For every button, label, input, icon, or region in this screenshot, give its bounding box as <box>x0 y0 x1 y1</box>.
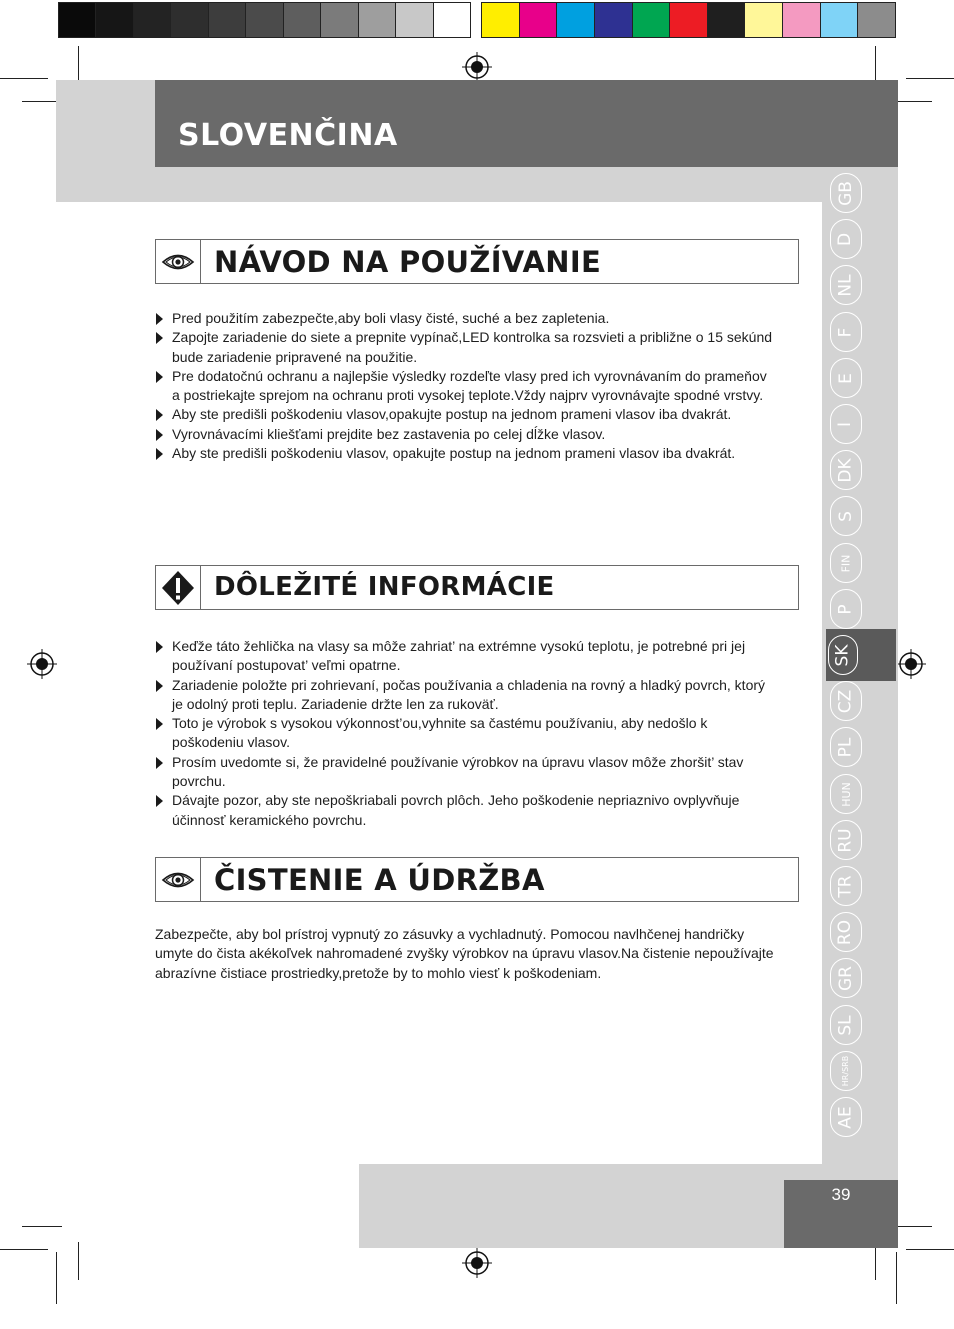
language-tab-hun[interactable] <box>830 774 862 814</box>
color-swatch <box>557 3 595 37</box>
language-tab-tr[interactable] <box>830 866 862 906</box>
language-tab-label: D <box>835 232 856 246</box>
bullet-arrow-icon <box>156 371 163 383</box>
language-tab-gr[interactable] <box>830 958 862 998</box>
language-tab-pl[interactable] <box>830 727 862 767</box>
warning-icon <box>156 566 201 609</box>
list-item-text: Pred použitím zabezpečte,aby boli vlasy čisté, suché a bez zapletenia. <box>172 310 610 326</box>
list-item-text: Pre dodatočnú ochranu a najlepšie výsledky rozdeľte vlasy pred ich vyrovnávaním do prameňov a postriekajte sprejom na ochranu proti vysokej teplote.Vždy najprv vyrovnávajte spodné vrstvy. <box>172 367 767 404</box>
language-tab-i[interactable] <box>830 404 862 444</box>
page-number: 39 <box>831 1185 851 1204</box>
crop-mark <box>892 1226 932 1227</box>
language-tab-label: HR/SRB <box>841 1055 850 1087</box>
registration-mark-icon <box>462 1248 492 1278</box>
bullet-arrow-icon <box>156 409 163 421</box>
language-tab-sk[interactable] <box>826 629 896 681</box>
crop-mark <box>56 1252 57 1304</box>
grayscale-swatches <box>58 2 471 38</box>
color-swatch <box>321 3 358 37</box>
section-header-usage <box>155 239 799 284</box>
language-tab-label: DK <box>835 457 856 483</box>
list-item-text: Zariadenie položte pri zohrievaní, počas používania a chladenia na rovný a hladký povrch, ktorý je odolný proti teplu. Zariadenie držte len za rukoväť. <box>172 676 766 712</box>
language-tab-label: AE <box>835 1105 856 1129</box>
color-swatch <box>821 3 859 37</box>
language-tab-ru[interactable] <box>830 820 862 860</box>
language-tab-sl[interactable] <box>830 1005 862 1045</box>
bullet-arrow-icon <box>156 641 163 653</box>
section-header-cleaning <box>155 857 799 902</box>
section-header-important <box>155 565 799 610</box>
important-list <box>155 637 775 830</box>
language-tab-dk[interactable] <box>830 450 862 490</box>
section-title: ČISTENIE A ÚDRŽBA <box>214 863 545 897</box>
list-item-text: Aby ste predišli poškodeniu vlasov, opakujte postup na jednom prameni vlasov iba dvakrát. <box>172 445 736 462</box>
language-tab-label: S <box>835 510 856 522</box>
list-item <box>155 791 775 830</box>
color-swatch <box>359 3 396 37</box>
eye-icon <box>156 858 201 901</box>
language-tab-f[interactable] <box>830 312 862 352</box>
bullet-arrow-icon <box>156 429 163 441</box>
list-item <box>155 676 775 715</box>
language-tab-label: P <box>835 603 856 615</box>
color-swatch <box>670 3 708 37</box>
list-item <box>155 309 775 328</box>
language-tab-label: E <box>835 372 856 384</box>
language-tab-label: F <box>835 327 856 337</box>
color-swatch <box>246 3 283 37</box>
list-item-text: Vyrovnávacími kliešťami prejdite bez zastavenia po celej dĺžke vlasov. <box>172 425 606 442</box>
bullet-arrow-icon <box>156 757 163 769</box>
bullet-arrow-icon <box>156 680 163 692</box>
crop-mark <box>0 78 48 79</box>
color-swatch <box>59 3 96 37</box>
language-tab-label: RU <box>835 827 856 853</box>
language-tab-label: I <box>835 421 856 427</box>
list-item-text: Dávajte pozor, aby ste nepoškriabali povrch plôch. Jeho poškodenie nepriaznivo ovplyvňuje účinnosť keramického povrchu. <box>172 792 740 828</box>
crop-mark <box>0 1249 48 1250</box>
language-tab-e[interactable] <box>830 358 862 398</box>
list-item-text: Aby ste predišli poškodeniu vlasov,opakujte postup na jednom prameni vlasov iba dvakrát. <box>172 406 732 423</box>
bullet-arrow-icon <box>156 718 163 730</box>
language-tab-nl[interactable] <box>830 265 862 305</box>
color-swatch <box>633 3 671 37</box>
language-tab-label: NL <box>835 273 856 297</box>
color-swatch <box>209 3 246 37</box>
color-swatch <box>134 3 171 37</box>
language-tab-label: SK <box>832 644 853 666</box>
list-item <box>155 328 775 367</box>
crop-mark <box>906 78 954 79</box>
list-item <box>155 637 775 676</box>
bullet-arrow-icon <box>156 313 163 325</box>
usage-list <box>155 309 775 463</box>
crop-mark <box>892 101 932 102</box>
crop-mark <box>896 1252 897 1304</box>
color-calibration-bar <box>58 2 896 38</box>
crop-mark <box>875 46 876 84</box>
list-item <box>155 425 775 444</box>
list-item-text: Zapojte zariadenie do siete a prepnite vypínač,LED kontrolka sa rozsvieti a približne o 15 sekúnd bude zariadenie pripravené na použitie. <box>172 329 773 365</box>
color-swatch <box>745 3 783 37</box>
language-tab-fin[interactable] <box>830 543 862 583</box>
language-tab-label: SL <box>835 1014 856 1036</box>
language-tab-label: CZ <box>835 689 856 713</box>
registration-mark-icon <box>27 649 57 679</box>
bullet-arrow-icon <box>156 795 163 807</box>
crop-mark <box>906 1249 954 1250</box>
list-item <box>155 367 775 406</box>
list-item <box>155 405 775 424</box>
language-tab-label: GB <box>835 180 856 206</box>
list-item-text: Toto je výrobok s vysokou výkonnost’ou,vyhnite sa častému používaniu, aby nedošlo k poškodeniu vlasov. <box>172 715 708 751</box>
color-swatch <box>171 3 208 37</box>
cleaning-text: Zabezpečte, aby bol prístroj vypnutý zo zásuvky a vychladnutý. Pomocou navlhčenej handričky umyte do čista akékoľvek nahromadené zvyšky výrobkov na úpravu vlasov.Na čistenie nepoužívajte abrazívne čistiace prostriedky,pretože by to mohlo viesť k poškodeniam. <box>155 926 774 981</box>
language-tab-p[interactable] <box>830 589 862 629</box>
color-swatch <box>783 3 821 37</box>
crop-mark <box>78 46 79 84</box>
language-tab-gb[interactable] <box>830 173 862 213</box>
bullet-arrow-icon <box>156 448 163 460</box>
color-swatch <box>595 3 633 37</box>
bullet-arrow-icon <box>156 332 163 344</box>
language-tab-hr-srb[interactable] <box>830 1051 862 1091</box>
registration-mark-icon <box>462 52 492 82</box>
color-swatches <box>481 2 896 38</box>
section-title: NÁVOD NA POUŽÍVANIE <box>214 245 602 279</box>
language-tab-label: GR <box>835 965 856 991</box>
list-item <box>155 753 775 792</box>
language-tab-d[interactable] <box>830 219 862 259</box>
crop-mark <box>22 1226 62 1227</box>
color-swatch <box>858 3 895 37</box>
color-swatch <box>434 3 470 37</box>
page-title: SLOVENČINA <box>178 118 398 153</box>
eye-icon <box>156 240 201 283</box>
language-tab-s[interactable] <box>830 496 862 536</box>
color-swatch <box>708 3 746 37</box>
language-tab-ae[interactable] <box>830 1097 862 1137</box>
language-tab-ro[interactable] <box>830 912 862 952</box>
list-item-text: Keďže táto žehlička na vlasy sa môže zahriat’ na extrémne vysokú teplotu, je potrebné pri jej používaní postupovat’ veľmi opatrne. <box>172 638 746 674</box>
section-title: DÔLEŽITÉ INFORMÁCIE <box>214 572 555 602</box>
language-tab-label: RO <box>835 919 856 945</box>
crop-mark <box>78 1242 79 1280</box>
language-tab-cz[interactable] <box>830 681 862 721</box>
color-swatch <box>284 3 321 37</box>
language-tab-label: PL <box>835 737 856 757</box>
registration-mark-icon <box>896 649 926 679</box>
color-swatch <box>520 3 558 37</box>
language-tab-label: TR <box>835 874 856 898</box>
language-tab-label: HUN <box>839 781 853 807</box>
language-tab-label: FIN <box>839 554 853 572</box>
color-swatch <box>482 3 520 37</box>
list-item <box>155 444 775 463</box>
list-item <box>155 714 775 753</box>
list-item-text: Prosím uvedomte si, že pravidelné používanie výrobkov na úpravu vlasov môže zhoršit’ stav povrchu. <box>172 753 744 790</box>
color-swatch <box>96 3 133 37</box>
color-swatch <box>396 3 433 37</box>
